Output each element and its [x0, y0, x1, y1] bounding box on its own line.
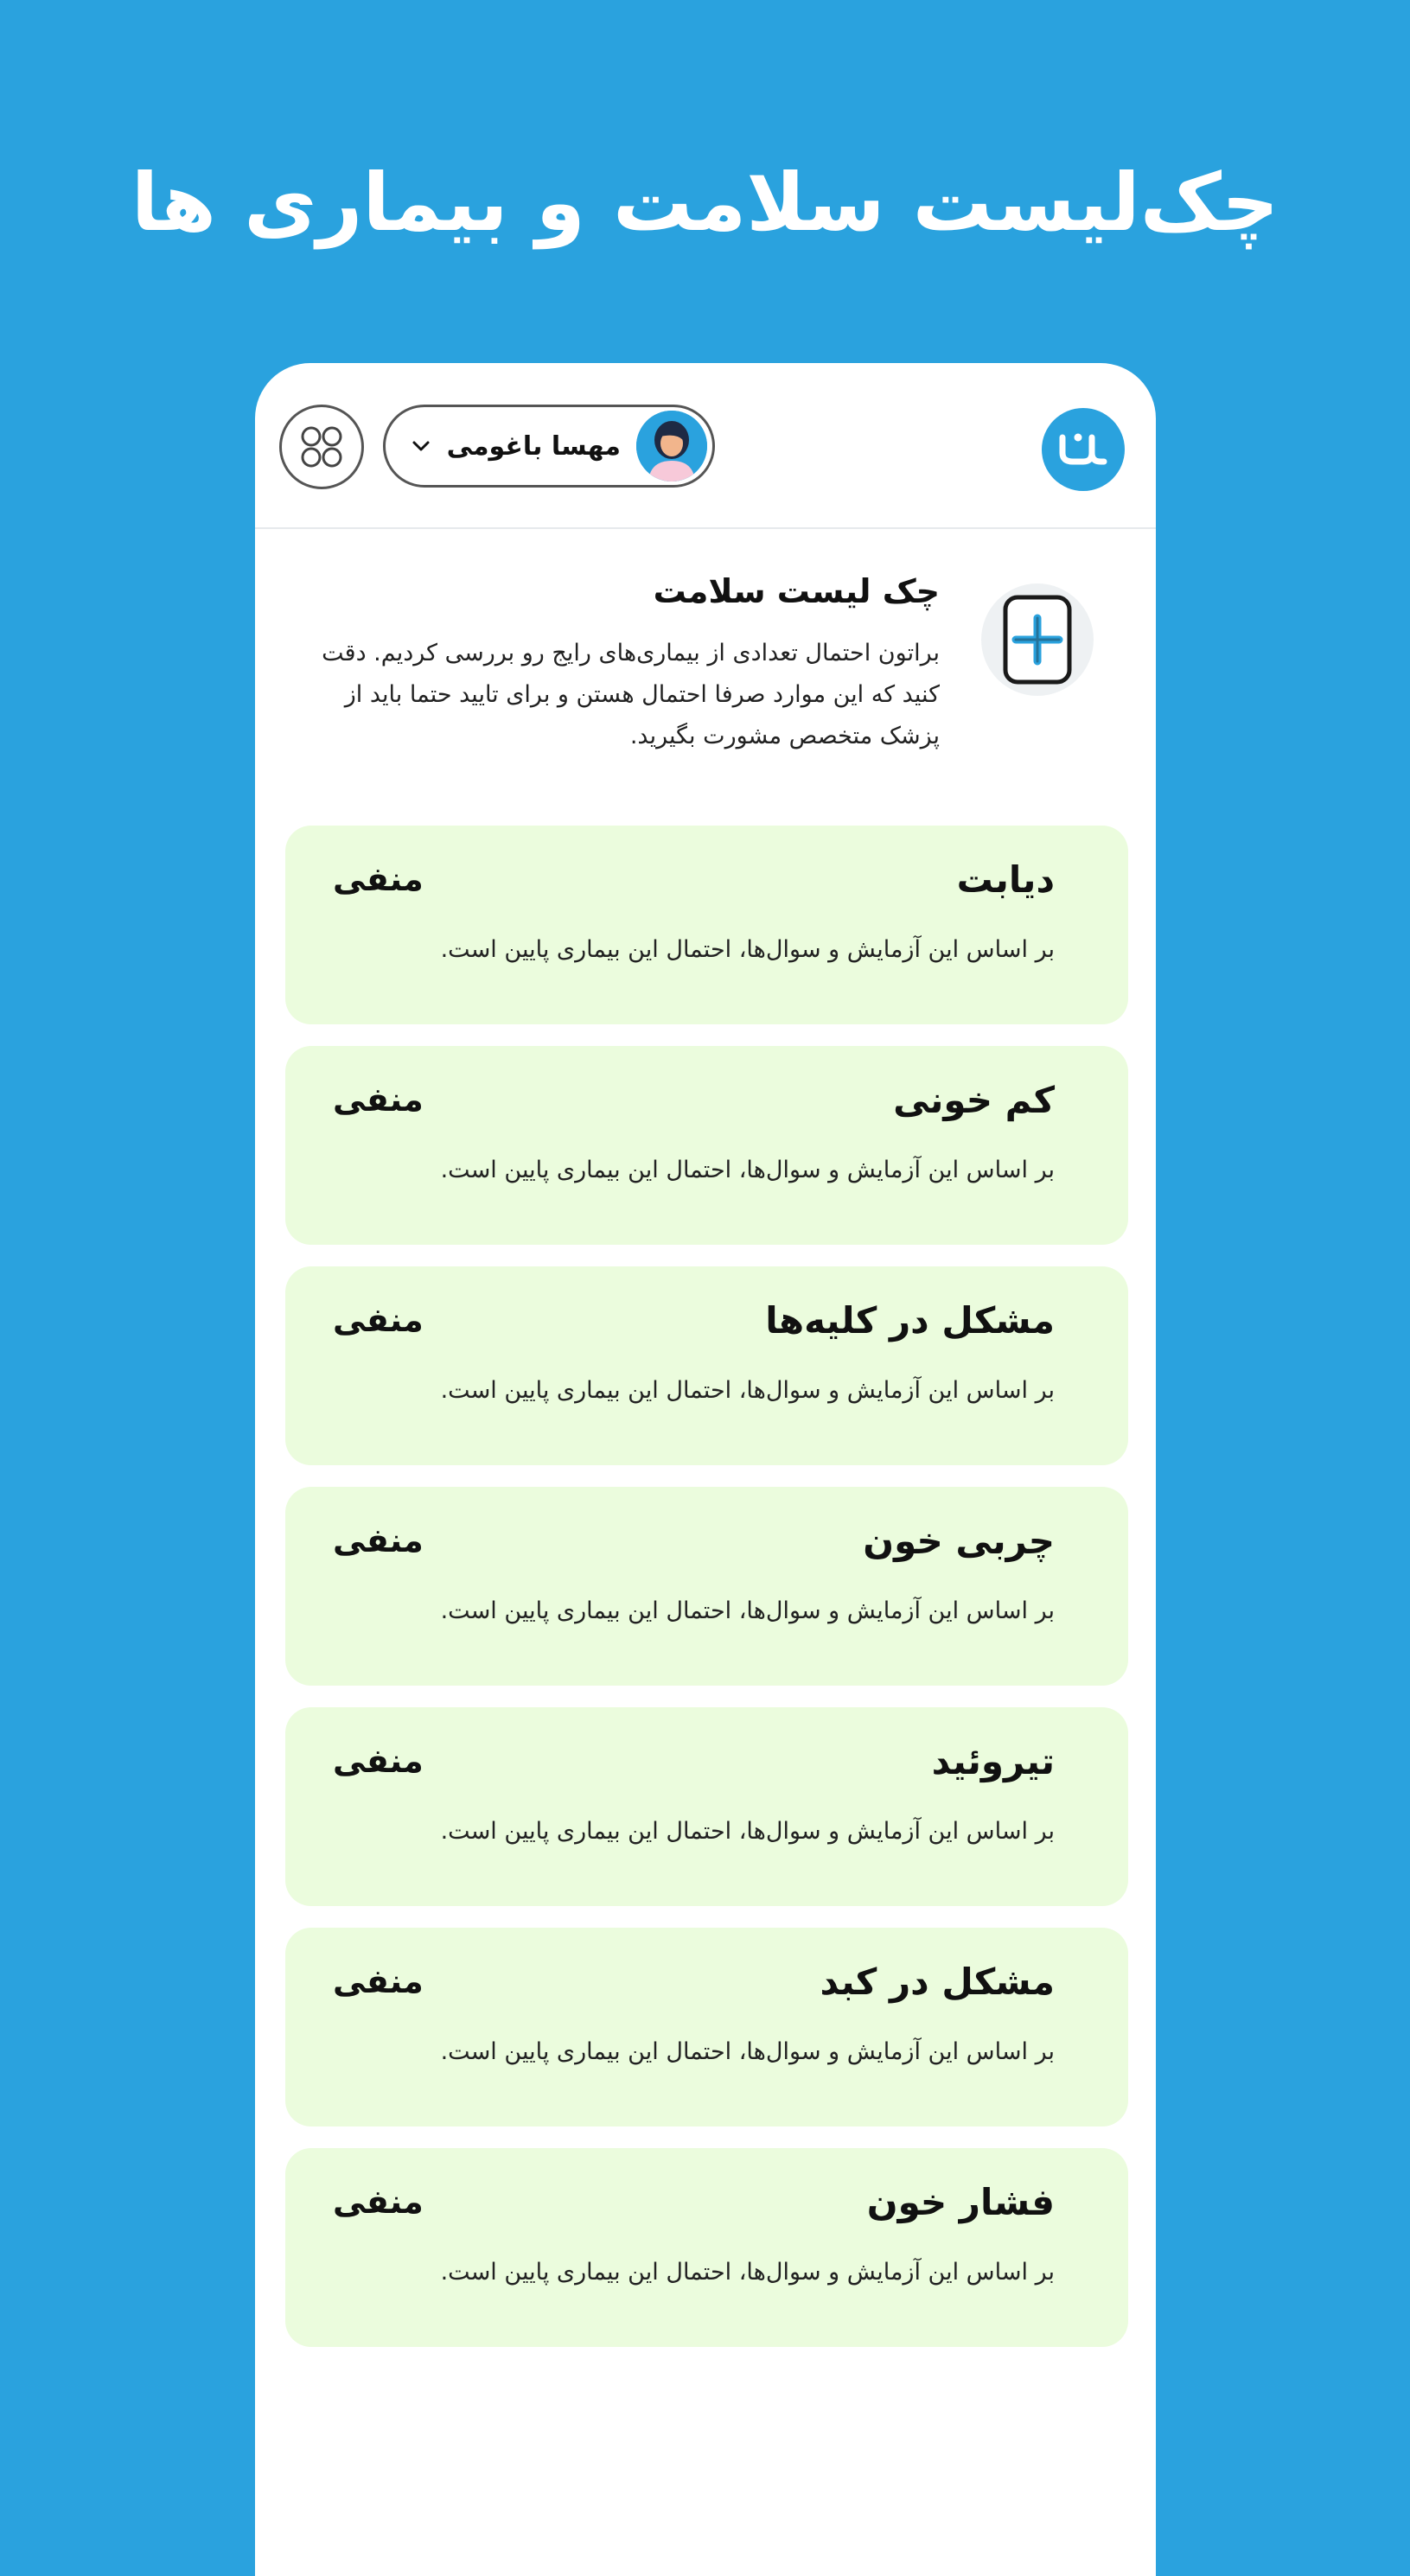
item-description: بر اساس این آزمایش و سوال‌ها، احتمال این بیماری پایین است.	[440, 2038, 1055, 2065]
item-description: بر اساس این آزمایش و سوال‌ها، احتمال این بیماری پایین است.	[440, 1597, 1055, 1624]
brand-logo-icon[interactable]	[1042, 408, 1125, 491]
item-title: مشکل در کلیه‌ها	[765, 1299, 1055, 1342]
chevron-down-icon[interactable]	[411, 439, 431, 453]
status-badge: منفی	[333, 1081, 424, 1119]
list-item[interactable]	[285, 2148, 1128, 2347]
item-description: بر اساس این آزمایش و سوال‌ها، احتمال این بیماری پایین است.	[440, 1157, 1055, 1183]
list-item[interactable]	[285, 1928, 1128, 2126]
user-name: مهسا باغومی	[446, 430, 621, 462]
list-item[interactable]	[285, 1266, 1128, 1465]
status-badge: منفی	[333, 1962, 424, 2000]
list-item[interactable]	[285, 1707, 1128, 1906]
health-checklist-intro	[255, 571, 1156, 787]
list-item[interactable]	[285, 1487, 1128, 1686]
checklist	[285, 826, 1128, 2369]
app-screen	[255, 363, 1156, 2576]
item-title: تیروئید	[931, 1740, 1055, 1782]
status-badge: منفی	[333, 2183, 424, 2221]
item-title: چربی خون	[863, 1520, 1055, 1562]
plus-card-icon	[981, 583, 1094, 696]
status-badge: منفی	[333, 1521, 424, 1559]
intro-description: براتون احتمال تعدادی از بیماری‌های رایج رو بررسی کردیم. دقت کنید که این موارد صرفا احتمال هستن و برای تایید حتما باید از پزشک متخصص مشورت بگیرید.	[322, 640, 940, 749]
item-title: کم خونی	[893, 1079, 1055, 1121]
list-item[interactable]	[285, 1046, 1128, 1245]
item-title: فشار خون	[866, 2181, 1055, 2223]
status-badge: منفی	[333, 860, 424, 898]
user-selector[interactable]	[383, 405, 715, 488]
item-title: مشکل در کبد	[820, 1961, 1055, 2003]
page-headline: چک‌لیست سلامت و بیماری ها	[131, 156, 1279, 249]
intro-title: چک لیست سلامت	[653, 572, 940, 610]
item-title: دیابت	[956, 858, 1055, 901]
item-description: بر اساس این آزمایش و سوال‌ها، احتمال این بیماری پایین است.	[440, 2259, 1055, 2286]
item-description: بر اساس این آزمایش و سوال‌ها، احتمال این بیماری پایین است.	[440, 936, 1055, 963]
avatar	[636, 411, 707, 481]
item-description: بر اساس این آزمایش و سوال‌ها، احتمال این بیماری پایین است.	[440, 1818, 1055, 1845]
status-badge: منفی	[333, 1301, 424, 1339]
grid-icon[interactable]	[279, 405, 364, 489]
item-description: بر اساس این آزمایش و سوال‌ها، احتمال این بیماری پایین است.	[440, 1377, 1055, 1404]
list-item[interactable]	[285, 826, 1128, 1024]
status-badge: منفی	[333, 1742, 424, 1780]
top-bar	[255, 363, 1156, 529]
